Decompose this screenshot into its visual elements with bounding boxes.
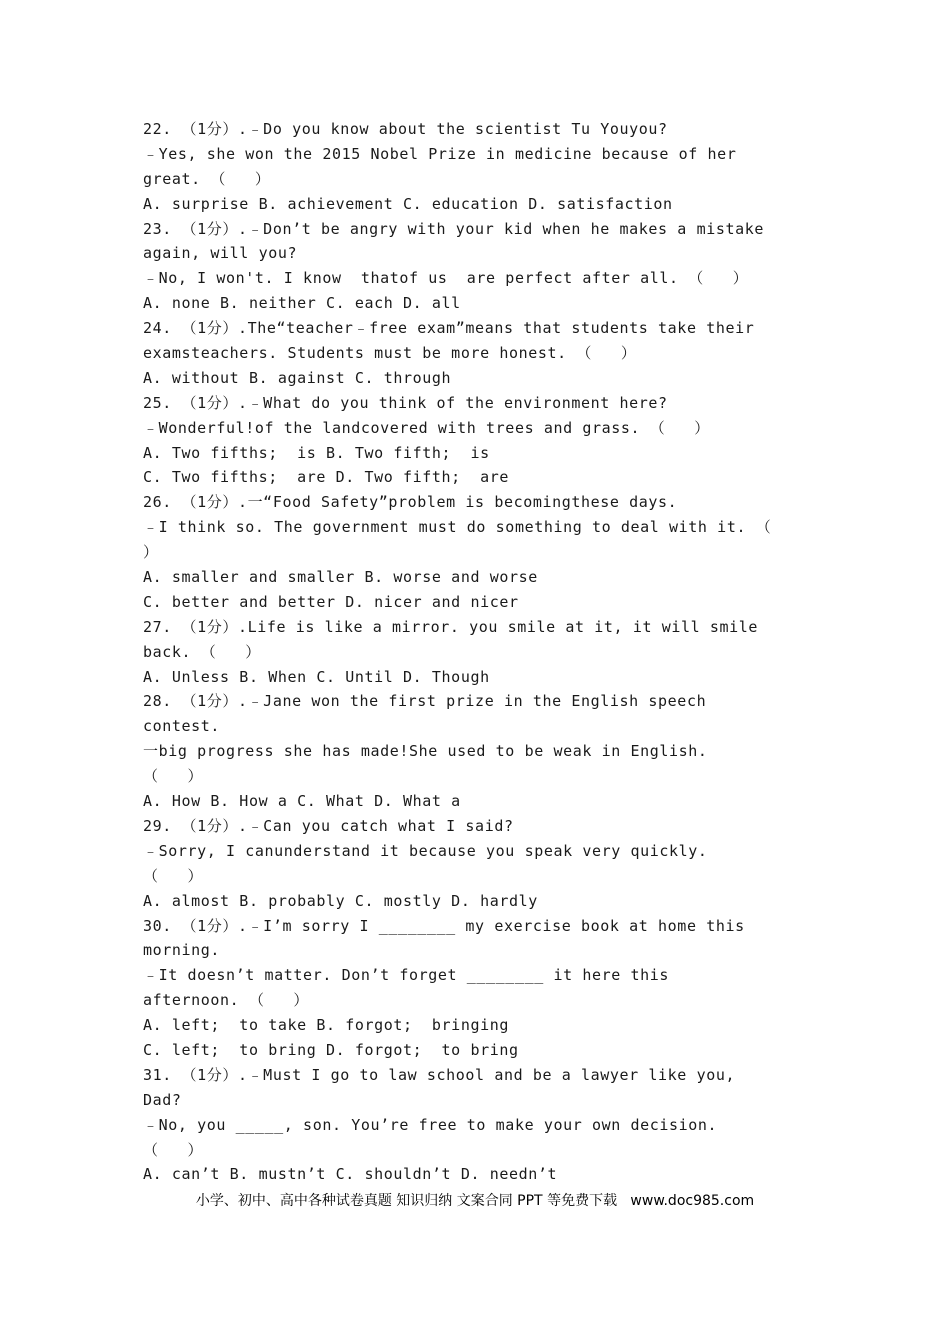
text-line: A. smaller and smaller B. worse and worse [143, 568, 538, 587]
text-line: ﹣I think so. The government must do something to deal with it. （ [143, 518, 772, 537]
text-line: A. can’t B. mustn’t C. shouldn’t D. needn’t [143, 1165, 558, 1184]
text-line: ﹣Sorry, I canunderstand it because you speak very quickly. [143, 841, 708, 860]
text-line: A. How B. How a C. What D. What a [143, 792, 461, 811]
text-line: 24. （1分）.The“teacher﹣free exam”means that students take their [143, 319, 755, 338]
text-line: ﹣Yes, she won the 2015 Nobel Prize in medicine because of her [143, 144, 737, 163]
text-line: back. （ ） [143, 642, 261, 661]
text-line: （ ） [143, 1140, 204, 1159]
text-line: （ ） [143, 866, 204, 885]
text-line: 30. （1分）.﹣I’m sorry I ________ my exercise book at home this [143, 916, 745, 935]
text-line: ﹣Wonderful!of the landcovered with trees and grass. （ ） [143, 418, 710, 437]
text-line: ﹣No, you _____, son. You’re free to make your own decision. [143, 1115, 718, 1134]
text-line: great. （ ） [143, 169, 271, 188]
text-line: examsteachers. Students must be more honest. （ ） [143, 344, 637, 363]
text-line: Dad? [143, 1090, 182, 1109]
exam-questions [143, 117, 823, 1187]
text-line: ） [143, 543, 159, 562]
text-line: 23. （1分）.﹣Don’t be angry with your kid when he makes a mistake [143, 219, 764, 238]
text-line: A. none B. neither C. each D. all [143, 294, 461, 313]
text-line: A. Unless B. When C. Until D. Though [143, 667, 490, 686]
text-line: C. left; to bring D. forgot; to bring [143, 1040, 519, 1059]
text-line: A. without B. against C. through [143, 368, 452, 387]
text-line: A. surprise B. achievement C. education D. satisfaction [143, 194, 673, 213]
text-line: 26. （1分）.一“Food Safety”problem is becomingthese days. [143, 493, 678, 512]
text-line: contest. [143, 717, 221, 736]
text-line: 28. （1分）.﹣Jane won the first prize in the English speech [143, 692, 707, 711]
text-line: 27. （1分）.Life is like a mirror. you smile at it, it will smile [143, 617, 759, 636]
page-footer: 小学、初中、高中各种试卷真题 知识归纳 文案合同 PPT 等免费下载 www.doc985.com [195, 1193, 755, 1209]
text-line: again, will you? [143, 244, 298, 263]
text-line: （ ） [143, 767, 204, 786]
text-line: A. Two fifths; is B. Two fifth; is [143, 443, 490, 462]
text-line: ﹣No, I won't. I know thatof us are perfect after all. （ ） [143, 269, 749, 288]
text-line: C. better and better D. nicer and nicer [143, 592, 519, 611]
text-line: morning. [143, 941, 221, 960]
text-line: 31. （1分）.﹣Must I go to law school and be a lawyer like you, [143, 1065, 736, 1084]
text-line: 29. （1分）.﹣Can you catch what I said? [143, 816, 514, 835]
text-line: ﹣It doesn’t matter. Don’t forget ________ it here this [143, 966, 670, 985]
text-line: afternoon. （ ） [143, 991, 310, 1010]
text-line: 25. （1分）.﹣What do you think of the environment here? [143, 393, 668, 412]
text-line: 一big progress she has made!She used to be weak in English. [143, 742, 708, 761]
text-line: A. left; to take B. forgot; bringing [143, 1016, 509, 1035]
text-line: A. almost B. probably C. mostly D. hardly [143, 891, 538, 910]
text-line: C. Two fifths; are D. Two fifth; are [143, 468, 509, 487]
text-line: 22. （1分）.﹣Do you know about the scientist Tu Youyou? [143, 120, 668, 138]
